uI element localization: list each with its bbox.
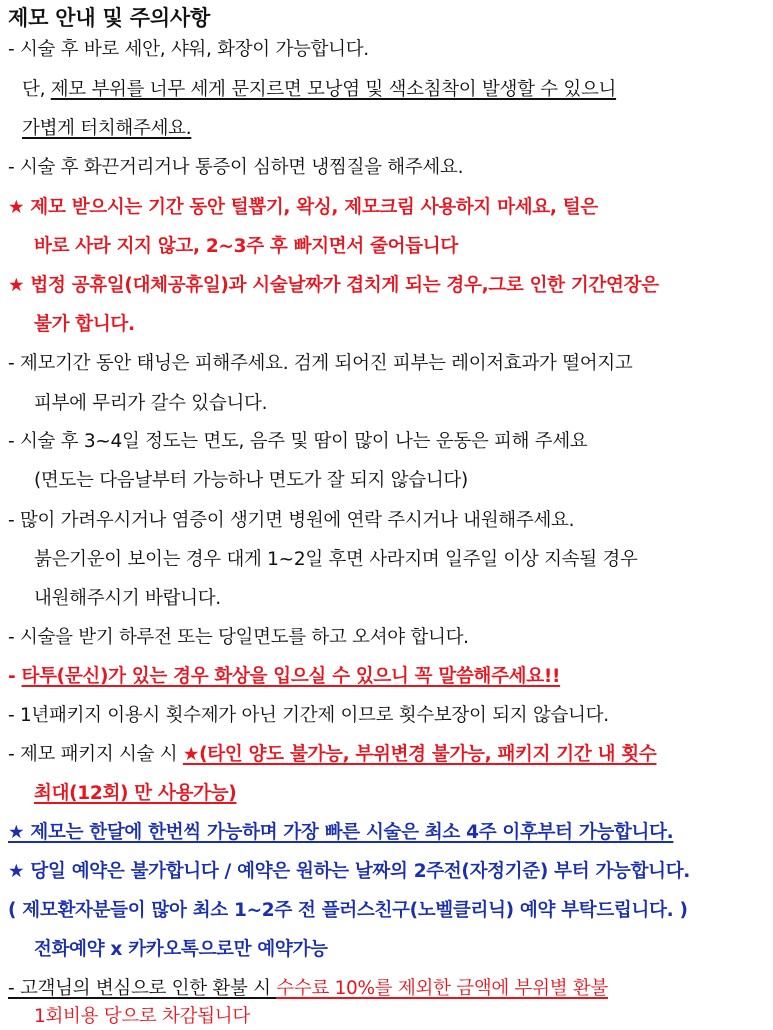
note-no-waxing-cont: 바로 사라 지지 않고, 2~3주 후 빠지면서 줄어듭니다 bbox=[34, 236, 458, 257]
note-same-day-booking: ★ 당일 예약은 불가합니다 / 예약은 원하는 날짜의 2주전(자정기준) 부터 가능합니다. bbox=[8, 861, 691, 882]
note-tattoo-text: 타투(문신)가 있는 경우 화상을 입으실 수 있으니 꼭 말씀해주세요!! bbox=[21, 666, 561, 687]
note-shaving-exercise: - 시술 후 3~4일 정도는 면도, 음주 및 땀이 많이 나는 운동은 피해 주세요 bbox=[8, 431, 588, 452]
note-wash-caution bbox=[22, 78, 616, 102]
note-inflammation-cont: 붉은기운이 보이는 경우 대게 1~2일 후면 사라지며 일주일 이상 지속될 경우 bbox=[34, 549, 638, 570]
note-one-year-package: - 1년패키지 이용시 횟수제가 아닌 기간제 이므로 횟수보장이 되지 않습니다. bbox=[8, 705, 609, 726]
note-tattoo-dash: - bbox=[8, 666, 22, 687]
note-tattoo bbox=[8, 665, 560, 689]
note-wash: - 시술 후 바로 세안, 샤워, 화장이 가능합니다. bbox=[8, 39, 369, 60]
note-holiday-cont: 불가 합니다. bbox=[34, 314, 135, 335]
note-tanning-cont: 피부에 무리가 갈수 있습니다. bbox=[34, 393, 268, 414]
note-inflammation-cont-2: 내원해주시기 바랍니다. bbox=[34, 588, 221, 609]
note-wash-caution-underlined: 제모 부위를 너무 세게 문지르면 모낭염 및 색소침착이 발생할 수 있으니 bbox=[50, 79, 617, 100]
note-package-rules-red: ★(타인 양도 불가능, 부위변경 불가능, 패키지 기간 내 횟수 bbox=[182, 744, 657, 765]
note-refund bbox=[8, 977, 608, 1001]
note-plus-friend-booking: ( 제모환자분들이 많아 최소 1~2주 전 플러스친구(노벨클리닉) 예약 부탁드립니다. ) bbox=[8, 900, 688, 921]
note-cold-compress: - 시술 후 화끈거리거나 통증이 심하면 냉찜질을 해주세요. bbox=[8, 157, 464, 178]
note-holiday: ★ 법정 공휴일(대체공휴일)과 시술날짜가 겹치게 되는 경우,그로 인한 기간연장은 bbox=[8, 275, 659, 296]
note-package-rules-prefix: - 제모 패키지 시술 시 bbox=[8, 744, 183, 765]
note-package-rules-cont: 최대(12회) 만 사용가능) bbox=[34, 783, 237, 804]
note-tanning: - 제모기간 동안 태닝은 피해주세요. 검게 되어진 피부는 레이저효과가 떨어지고 bbox=[8, 353, 633, 374]
note-no-waxing: ★ 제모 받으시는 기간 동안 털뽑기, 왁싱, 제모크림 사용하지 마세요, 털은 bbox=[8, 197, 598, 218]
note-refund-prefix: - 고객님의 변심으로 인한 환불 시 bbox=[8, 978, 277, 999]
note-monthly-interval: ★ 제모는 한달에 한번씩 가능하며 가장 빠른 시술은 최소 4주 이후부터 가능합니다. bbox=[8, 822, 674, 843]
note-pre-shave: - 시술을 받기 하루전 또는 당일면도를 하고 오셔야 합니다. bbox=[8, 627, 469, 648]
page-title: 제모 안내 및 주의사항 bbox=[8, 6, 211, 30]
note-kakao-only: 전화예약 x 카카오톡으로만 예약가능 bbox=[34, 939, 328, 960]
note-wash-caution-cont: 가볍게 터치해주세요. bbox=[22, 118, 192, 139]
note-inflammation: - 많이 가려우시거나 염증이 생기면 병원에 연락 주시거나 내원해주세요. bbox=[8, 510, 575, 531]
note-wash-caution-prefix: 단, bbox=[22, 79, 51, 100]
note-shaving-exercise-cont: (면도는 다음날부터 가능하나 면도가 잘 되지 않습니다) bbox=[34, 470, 468, 491]
note-package-rules bbox=[8, 743, 656, 767]
note-refund-red: 수수료 10%를 제외한 금액에 부위별 환불 bbox=[276, 978, 608, 999]
note-refund-cont: 1회비용 당으로 차감됩니다 bbox=[34, 1006, 250, 1027]
